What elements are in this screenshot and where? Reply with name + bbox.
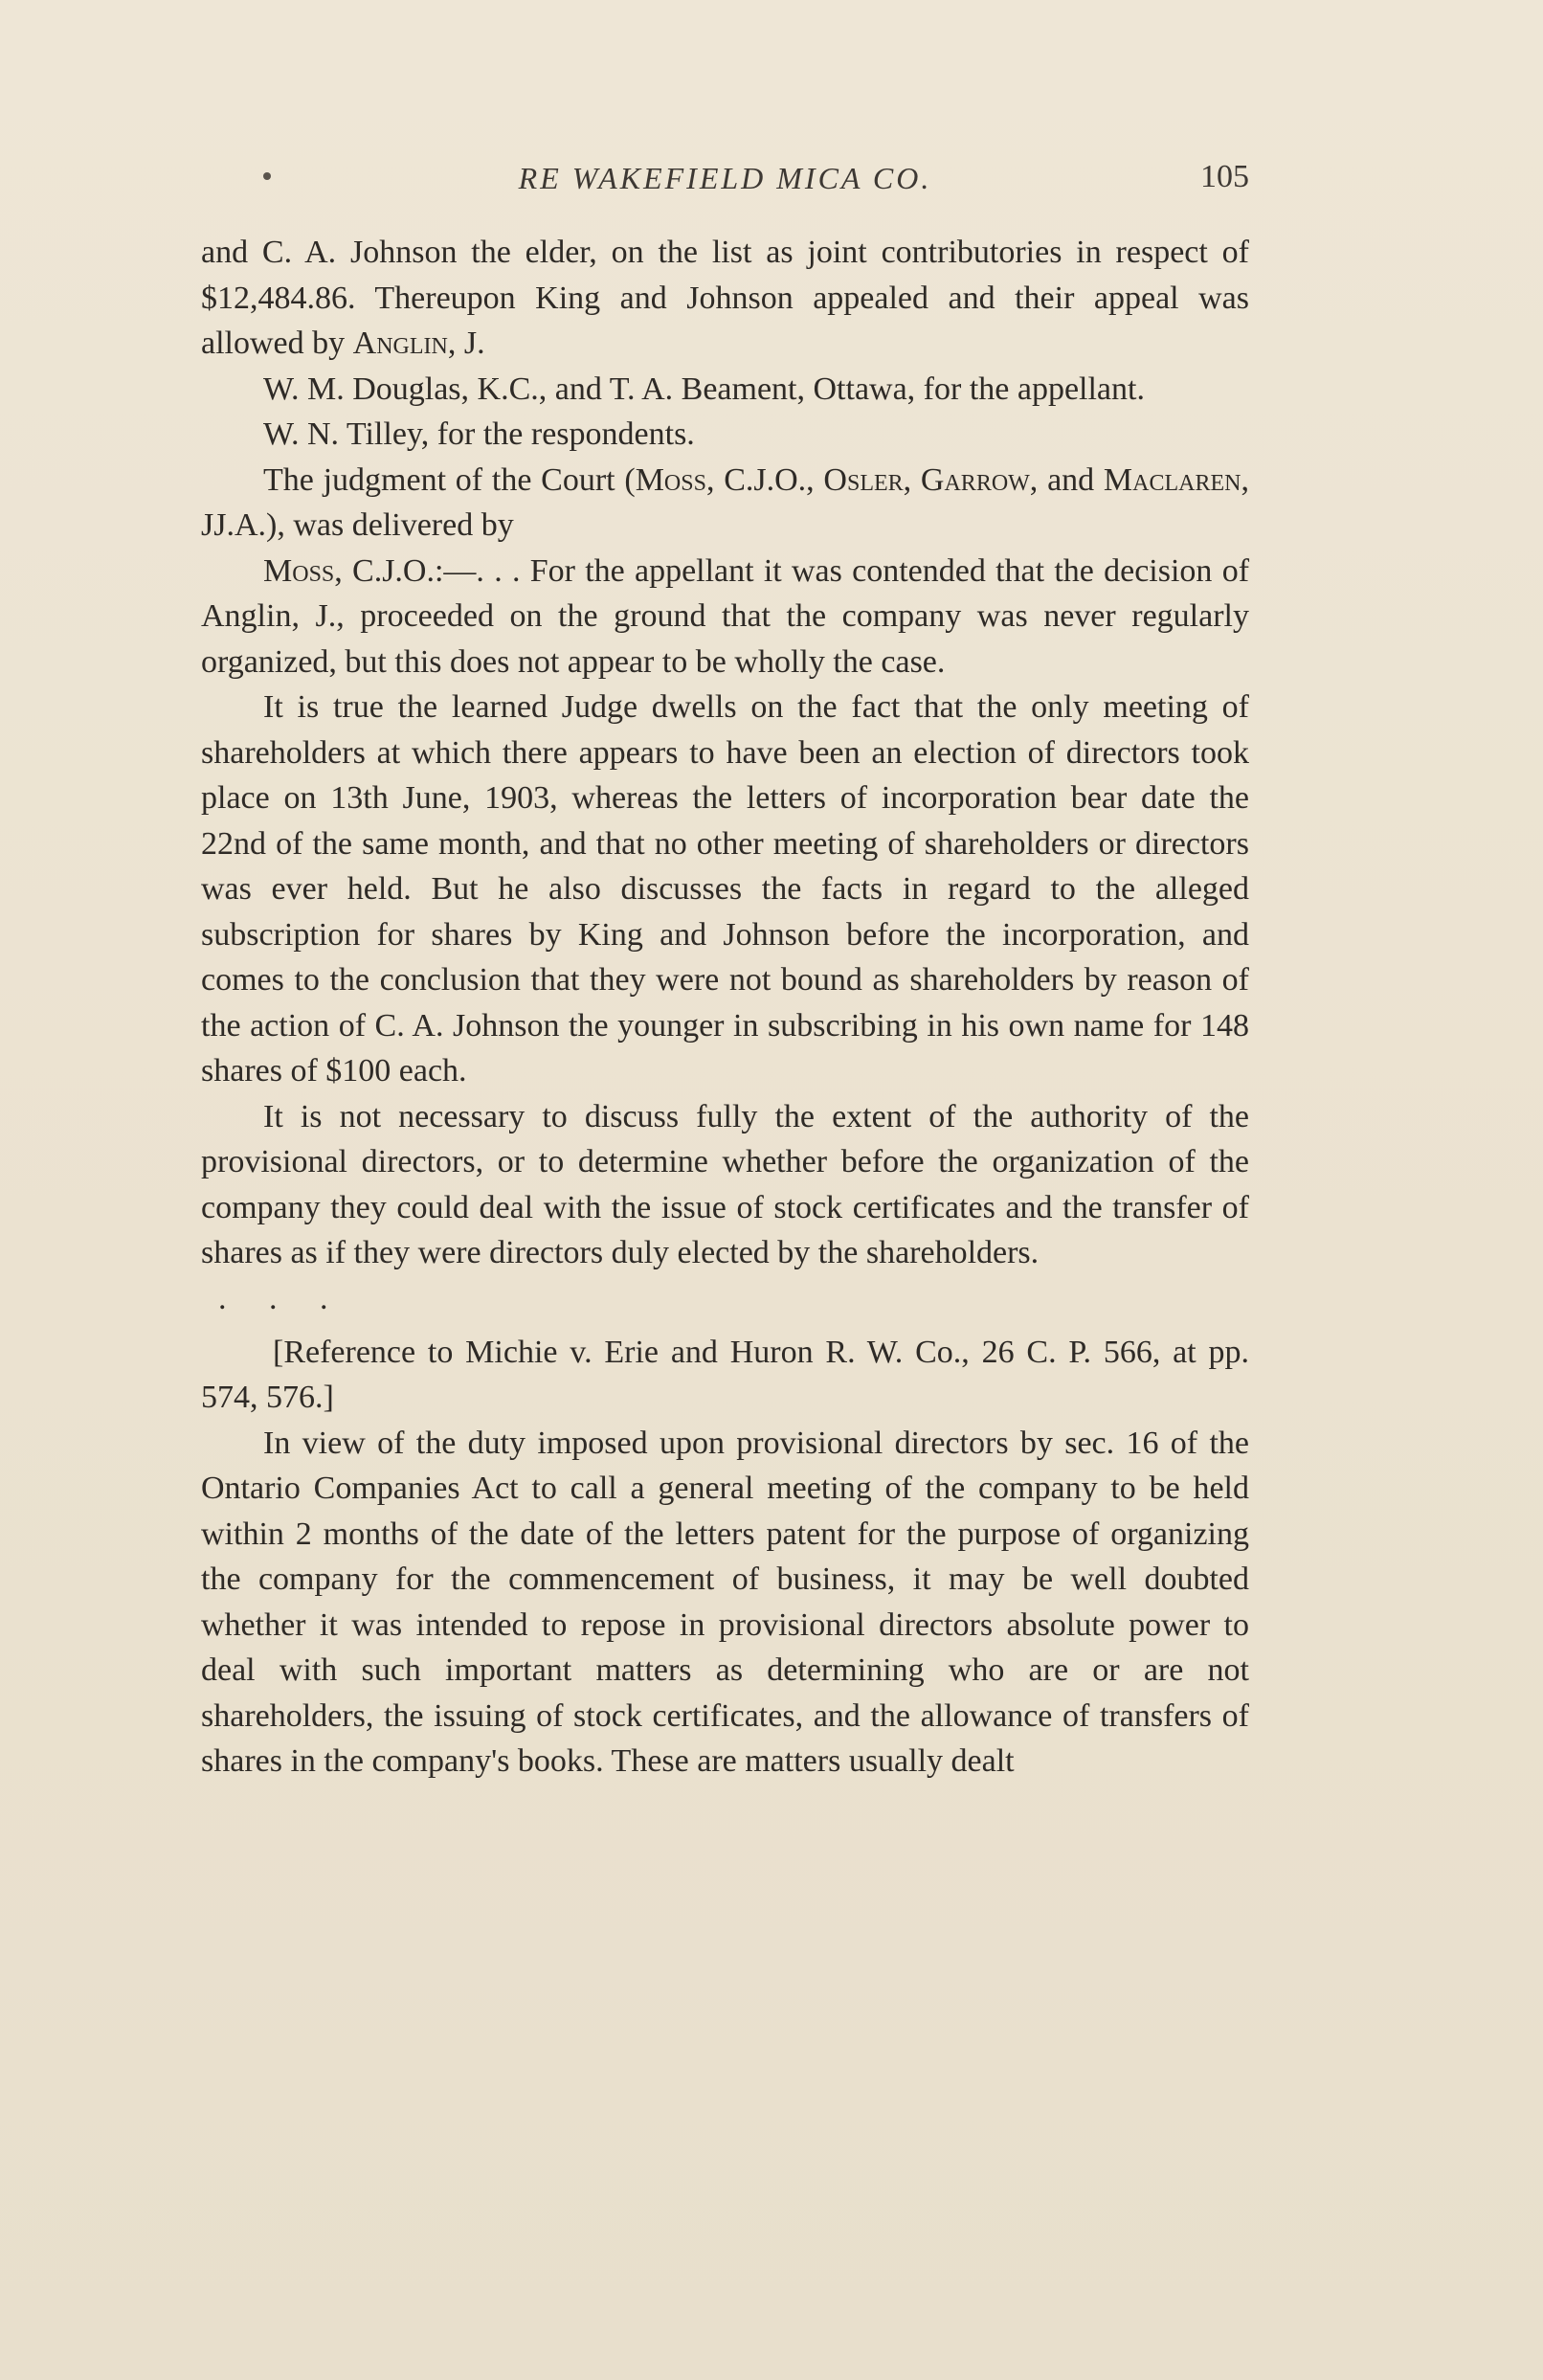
counsel-respondents: W. N. Tilley, for the respondents.: [263, 416, 695, 452]
page-number: 105: [1200, 159, 1249, 194]
counsel-appellant: W. M. Douglas, K.C., and T. A. Beament, Ottawa, for the appellant.: [263, 370, 1145, 407]
paragraph-text: and C. A. Johnson the elder, on the list as joint contributories in respect of $12,484.86. Thereupon King and Johnson appealed and their appeal was allowed by: [201, 235, 1249, 361]
moss-opinion: [201, 549, 1249, 685]
judgment-delivered-by: ), was delivered by: [266, 507, 514, 543]
page-body: [201, 230, 1249, 1785]
paragraph: It is not necessary to discuss fully the extent of the authority of the provisional directors, or to determine whether before the organization of the company they could deal with the issue of stock certificates and the transfer of shares as if they were directors duly elected by the shareholders.: [201, 1098, 1249, 1270]
running-title: RE WAKEFIELD MICA CO.: [518, 161, 932, 195]
judgment-intro-text: The judgment of the Court (: [263, 461, 636, 498]
judge-name: Anglin, J.: [352, 326, 485, 361]
judges-list-2: Maclaren, JJ.A.: [201, 461, 1249, 543]
paragraph-text: For the appellant it was contended that the decision of Anglin, J., proceeded on the ground that the company was never regularly organized, but this does not appear to be wholly the case.: [201, 552, 1250, 680]
paragraph-continuation: [201, 230, 1249, 367]
omission-mark: . .: [483, 552, 530, 589]
judges-list-1: Moss, C.J.O., Osler, Garrow,: [635, 461, 1039, 498]
paragraph: It is true the learned Judge dwells on the fact that the only meeting of shareholders at which there appears to have been an election of directors took place on 13th June, 1903, whereas the letters of incorporation bear date the 22nd of the same month, and that no other meeting of shareholders or directors was ever held. But he also discusses the facts in regard to the alleged subscription for shares by King and Johnson before the incorporation, and comes to the conclusion that they were not bound as shareholders by reason of the action of C. A. Johnson the younger in subscribing in his own name for 148 shares of $100 each.: [201, 689, 1249, 1089]
paragraph: In view of the duty imposed upon provisional directors by sec. 16 of the Ontario Companies Act to call a general meeting of the company to be held within 2 months of the date of the letters patent for the purpose of organizing the company for the commencement of business, it may be well doubted whether it was intended to repose in provisional directors absolute power to deal with such important matters as determining who are or are not shareholders, the issuing of stock certificates, and the allowance of transfers of shares in the company's books. These are matters usually dealt: [201, 1425, 1249, 1779]
judgment-intro: [201, 458, 1249, 549]
running-head: [201, 153, 1249, 211]
opinion-author: Moss, C.J.O.:—.: [263, 552, 484, 589]
judgment-and: and: [1038, 461, 1104, 498]
reference-note: [Reference to Michie v. Erie and Huron R. W. Co., 26 C. P. 566, at pp. 574, 576.]: [201, 1334, 1249, 1415]
omission-ellipsis: . . .: [218, 1280, 346, 1316]
